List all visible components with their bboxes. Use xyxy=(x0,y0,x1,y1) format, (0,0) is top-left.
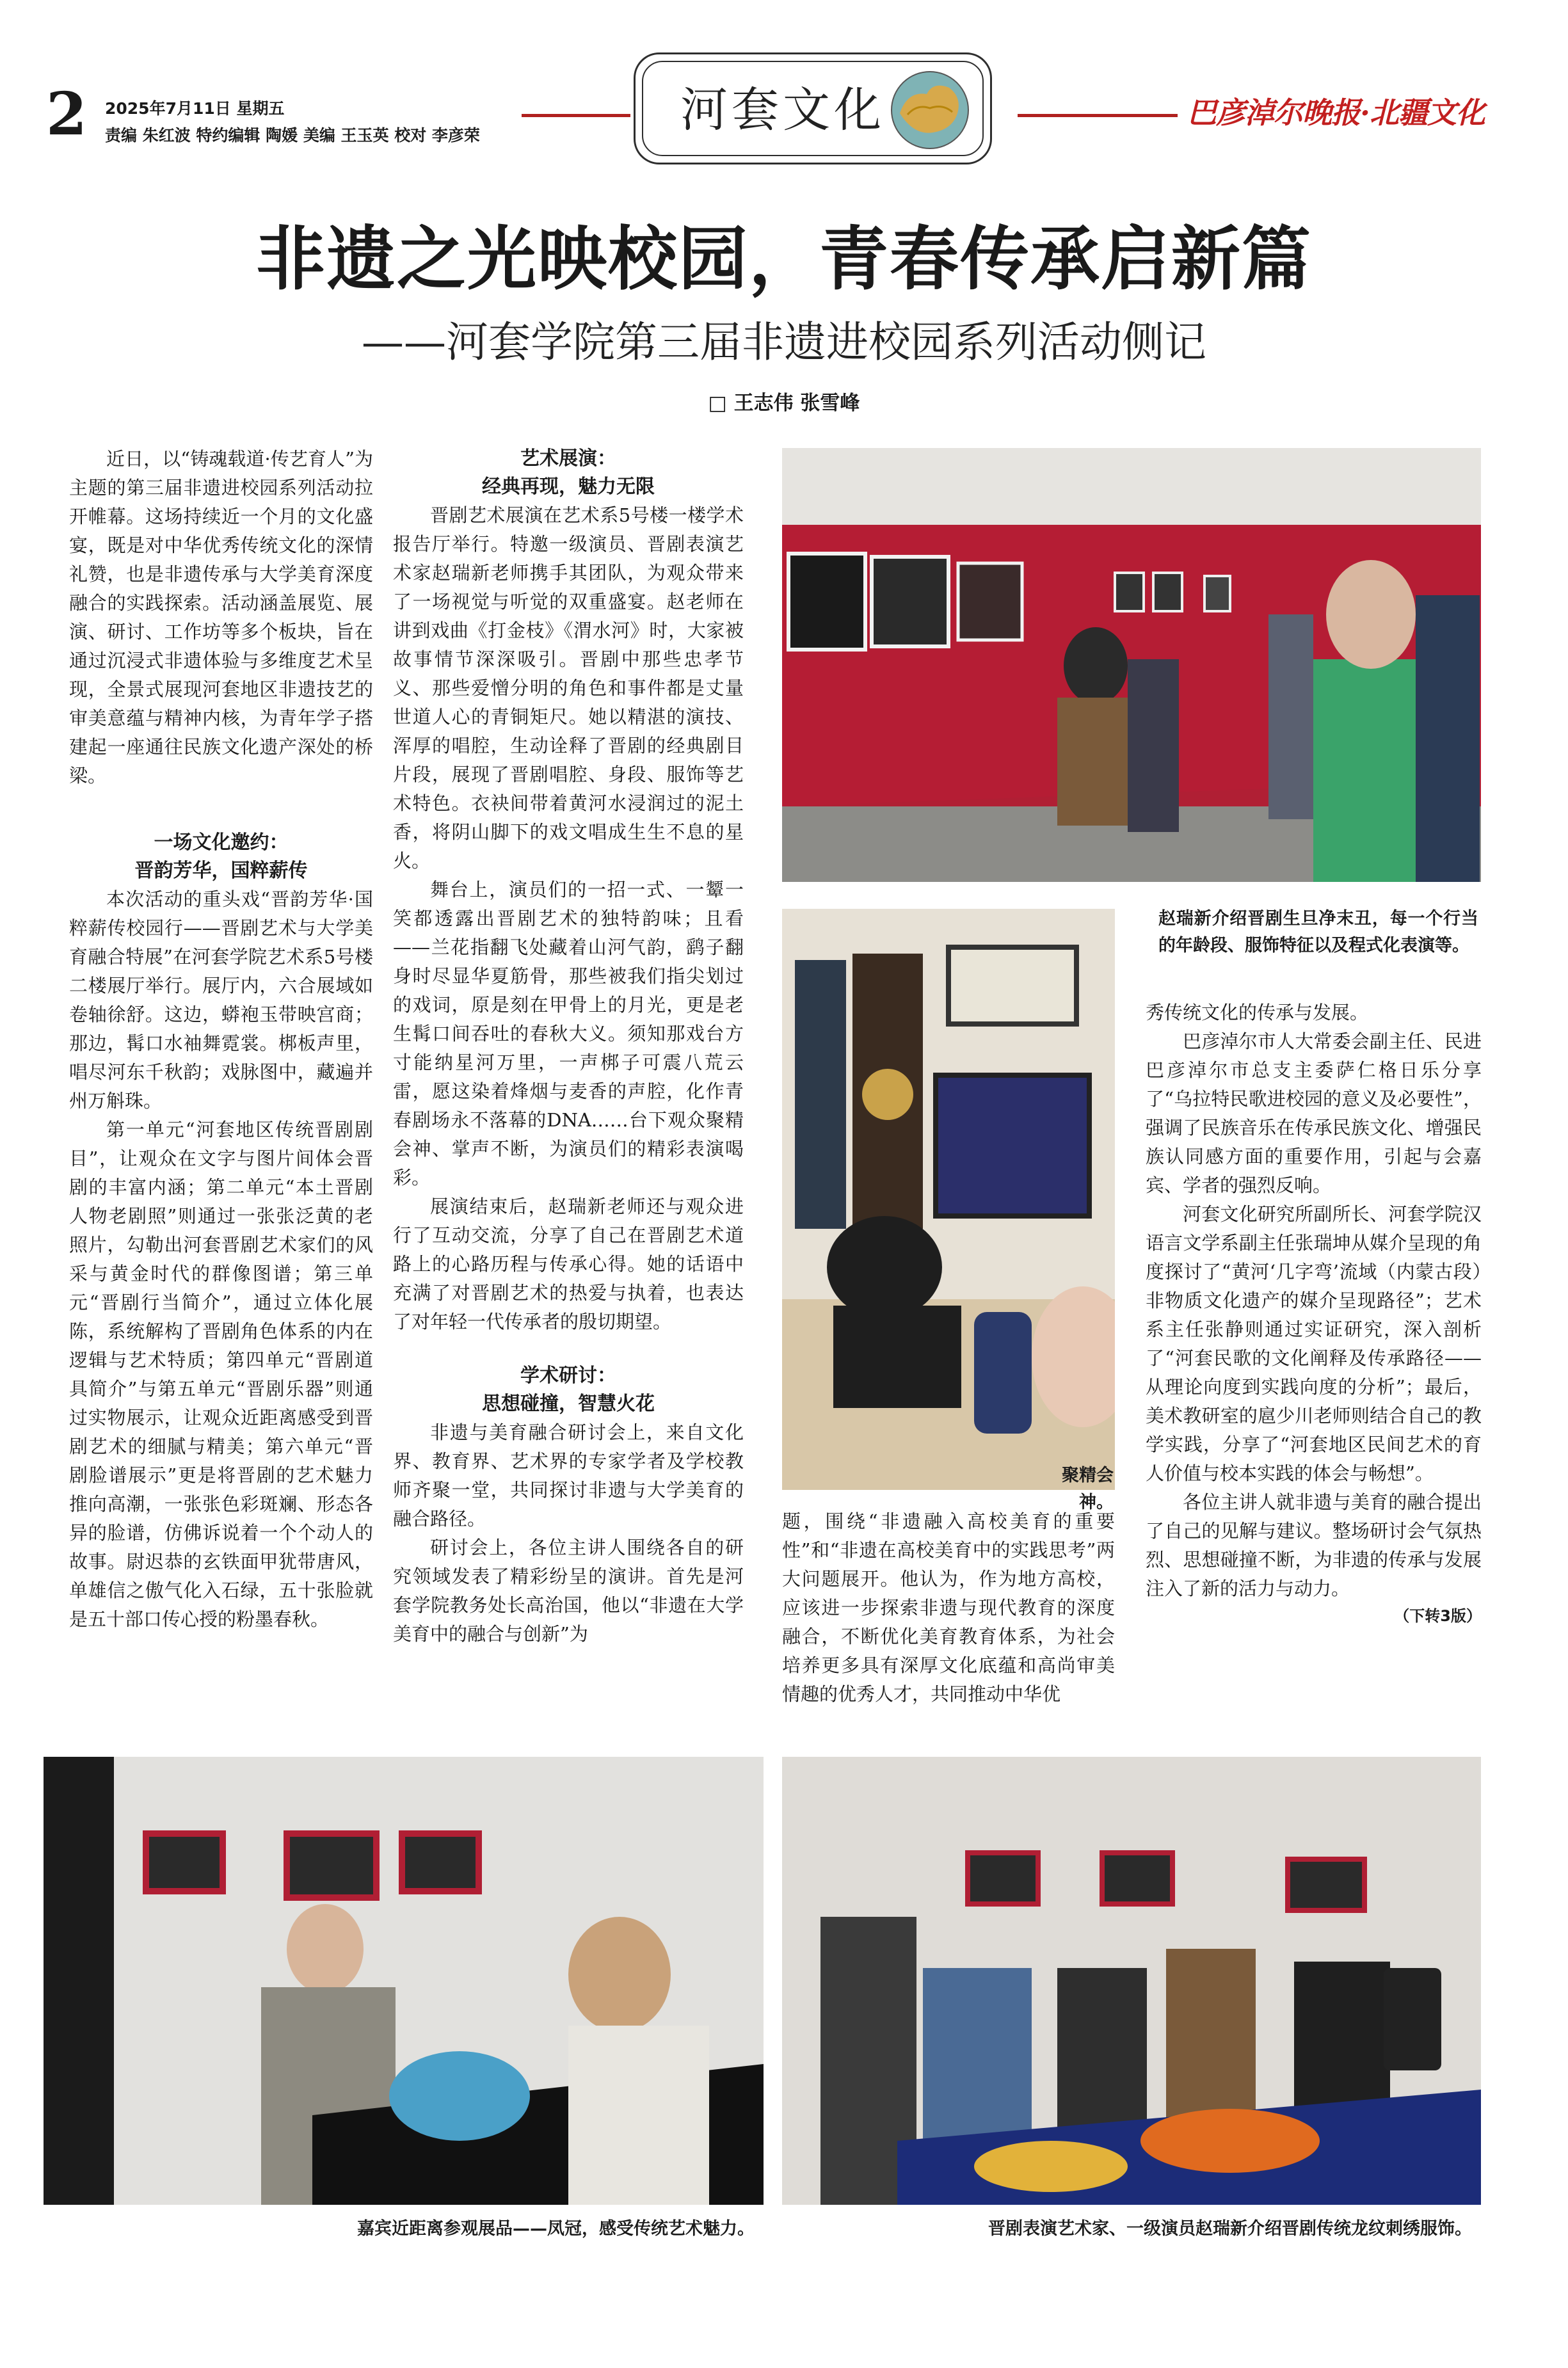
intro-paragraph: 近日，以“铸魂载道·传艺育人”为主题的第三届非遗进校园系列活动拉开帷幕。这场持续近一个月的文化盛宴，既是对中华优秀传统文化的深情礼赞，也是非遗传承与大学美育深度融合的实践探索。活动涵盖展览、展演、研讨、工作坊等多个板块，旨在通过沉浸式非遗体验与多维度艺术呈现，全景式展现河套地区非遗技艺的审美意蕴与精神内核，为青年学子搭建起一座通往民族文化遗产深处的桥梁。 xyxy=(69,448,373,787)
caption-bottom-left: 嘉宾近距离参观展品——凤冠，感受传统艺术魅力。 xyxy=(357,2219,755,2239)
section-heading-3: 学术研讨： xyxy=(520,1364,616,1387)
section-subheading-2: 经典再现，魅力无限 xyxy=(482,476,655,498)
byline xyxy=(0,387,1568,415)
section-title: 河套文化 xyxy=(680,83,885,138)
continued-note: （下转3版） xyxy=(1394,1607,1482,1625)
article-title: 非遗之光映校园，青春传承启新篇 xyxy=(255,219,1312,300)
page-number: 2 xyxy=(46,79,88,148)
photo-embroidery xyxy=(782,1757,1481,2205)
column-3-bottom xyxy=(782,1507,1115,1709)
column-4 xyxy=(1146,998,1482,1629)
body-paragraph: 巴彦淖尔市人大常委会副主任、民进巴彦淖尔市总支主委萨仁格日乐分享了“乌拉特民歌进校园的意义及必要性”，强调了民族音乐在传承民族文化、增强民族认同感方面的重要作用，引起与会嘉宾、学者的强烈反响。 xyxy=(1146,1030,1482,1196)
gallery-scene xyxy=(782,448,1481,882)
section-subheading-1: 晋韵芳华，国粹薪传 xyxy=(134,860,308,882)
exhibit-scene xyxy=(44,1757,764,2205)
section-heading-2: 艺术展演： xyxy=(520,447,616,470)
body-paragraph: 河套文化研究所副所长、河套学院汉语言文学系副主任张瑞坤从媒介呈现的角度探讨了“黄河‘几字弯’流域（内蒙古段）非物质文化遗产的媒介呈现路径”；艺术系主任张静则通过实证研究，深入剖析了“河套民歌的文化阐释及传承路径——从理论向度到实践向度的分析”；最后，美术教研室的扈少川老师则结合自己的教学实践，分享了“河套地区民间艺术的育人价值与校本实践的体会与畅想”。 xyxy=(1146,1203,1482,1484)
section-emblem xyxy=(634,52,992,164)
byline-mark: □ xyxy=(708,392,727,415)
body-paragraph: 本次活动的重头戏“晋韵芳华·国粹薪传校园行——晋剧艺术与大学美育融合特展”在河套学院艺术系5号楼二楼展厅举行。展厅内，六合展域如卷轴徐舒。这边，蟒袍玉带映宫商；那边，髯口水袖舞霓裳。梆板声里，唱尽河东千秋韵；戏脉图中，藏遍并州万斛珠。 xyxy=(69,888,373,1112)
body-paragraph: 第一单元“河套地区传统晋剧剧目”，让观众在文字与图片间体会晋剧的丰富内涵；第二单元“本土晋剧人物老剧照”则通过一张张泛黄的老照片，勾勒出河套晋剧艺术家们的风采与黄金时代的群像图谱；第三单元“晋剧行当简介”，通过立体化展陈，系统解构了晋剧角色体系的内在逻辑与艺术特质；第四单元“晋剧道具简介”与第五单元“晋剧乐器”则通过实物展示，让观众近距离感受到晋剧艺术的细腻与精美；第六单元“晋剧脸谱展示”更是将晋剧的艺术魅力推向高潮，一张张色彩斑斓、形态各异的脸谱，仿佛诉说着一个个动人的故事。尉迟恭的玄铁面甲犹带唐风，单雄信之傲气化入石绿，五十张脸就是五十部口传心授的粉墨春秋。 xyxy=(69,1119,373,1630)
embroidery-scene xyxy=(782,1757,1481,2205)
body-paragraph: 非遗与美育融合研讨会上，来自文化界、教育界、艺术界的专家学者及学校教师齐聚一堂，共同探讨非遗与大学美育的融合路径。 xyxy=(393,1421,744,1530)
column-2 xyxy=(393,445,744,1649)
photo-gallery-tour xyxy=(782,448,1481,882)
photo-workshop xyxy=(782,909,1115,1490)
article-subtitle: ——河套学院第三届非遗进校园系列活动侧记 xyxy=(362,317,1206,367)
section-heading-1: 一场文化邀约： xyxy=(154,831,289,854)
body-paragraph: 研讨会上，各位主讲人围绕各自的研究领域发表了精彩纷呈的演讲。首先是河套学院教务处长高治国，他以“非遗在大学美育中的融合与创新”为 xyxy=(393,1537,744,1645)
workshop-scene xyxy=(782,909,1115,1490)
editors-line: 责编 朱红波 特约编辑 陶媛 美编 王玉英 校对 李彦荣 xyxy=(105,126,480,145)
header-rule-right xyxy=(1018,114,1178,117)
brand-logo: 巴彦淖尔晚报·北疆文化 xyxy=(1187,95,1485,130)
body-paragraph: 题，围绕“非遗融入高校美育的重要性”和“非遗在高校美育中的实践思考”两大问题展开。他认为，作为地方高校，应该进一步探索非遗与现代教育的深度融合，不断优化美育教育体系，为社会培养更多具有深厚文化底蕴和高尚审美情趣的优秀人才，共同推动中华优 xyxy=(782,1510,1115,1705)
body-paragraph: 秀传统文化的传承与发展。 xyxy=(1146,1002,1369,1023)
caption-photo-top: 赵瑞新介绍晋剧生旦净末丑，每一个行当的年龄段、服饰特征以及程式化表演等。 xyxy=(1158,909,1478,956)
byline-authors: 王志伟 张雪峰 xyxy=(733,392,860,415)
caption-bottom-right: 晋剧表演艺术家、一级演员赵瑞新介绍晋剧传统龙纹刺绣服饰。 xyxy=(988,2219,1472,2239)
body-paragraph: 展演结束后，赵瑞新老师还与观众进行了互动交流，分享了自己在晋剧艺术道路上的心路历程与传承心得。她的话语中充满了对晋剧艺术的热爱与执着，也表达了对年轻一代传承者的殷切期望。 xyxy=(393,1196,744,1332)
body-paragraph: 各位主讲人就非遗与美育的融合提出了自己的见解与建议。整场研讨会气氛热烈、思想碰撞不断，为非遗的传承与发展注入了新的活力与动力。 xyxy=(1146,1491,1482,1599)
header-rule-left xyxy=(522,114,630,117)
caption-photo-mid: 聚精会神。 xyxy=(1062,1466,1114,1512)
region-map-icon xyxy=(888,68,972,152)
body-paragraph: 晋剧艺术展演在艺术系5号楼一楼学术报告厅举行。特邀一级演员、晋剧表演艺术家赵瑞新老师携手其团队，为观众带来了一场视觉与听觉的双重盛宴。赵老师在讲到戏曲《打金枝》《渭水河》时，大家被故事情节深深吸引。晋剧中那些忠孝节义、那些爱憎分明的角色和事件都是丈量世道人心的青铜矩尺。她以精湛的演技、浑厚的唱腔，生动诠释了晋剧的经典剧目片段，展现了晋剧唱腔、身段、服饰等艺术特色。衣袂间带着黄河水浸润过的泥土香，将阴山脚下的戏文唱成生生不息的星火。 xyxy=(393,504,744,872)
section-subheading-3: 思想碰撞，智慧火花 xyxy=(482,1393,655,1415)
date-line: 2025年7月11日 星期五 xyxy=(105,99,285,118)
photo-phoenix-crown xyxy=(44,1757,764,2205)
body-paragraph: 舞台上，演员们的一招一式、一颦一笑都透露出晋剧艺术的独特韵味；且看——兰花指翻飞处藏着山河气韵，鹞子翻身时尽显华夏筋骨，那些被我们指尖划过的戏词，原是刻在甲骨上的月光，更是老生髯口间吞吐的春秋大义。须知那戏台方寸能纳星河万里，一声梆子可震八荒云雷，愿这染着烽烟与麦香的声腔，化作青春剧场永不落幕的DNA……台下观众聚精会神、掌声不断，为演员们的精彩表演喝彩。 xyxy=(393,879,744,1188)
column-1 xyxy=(69,445,373,1634)
